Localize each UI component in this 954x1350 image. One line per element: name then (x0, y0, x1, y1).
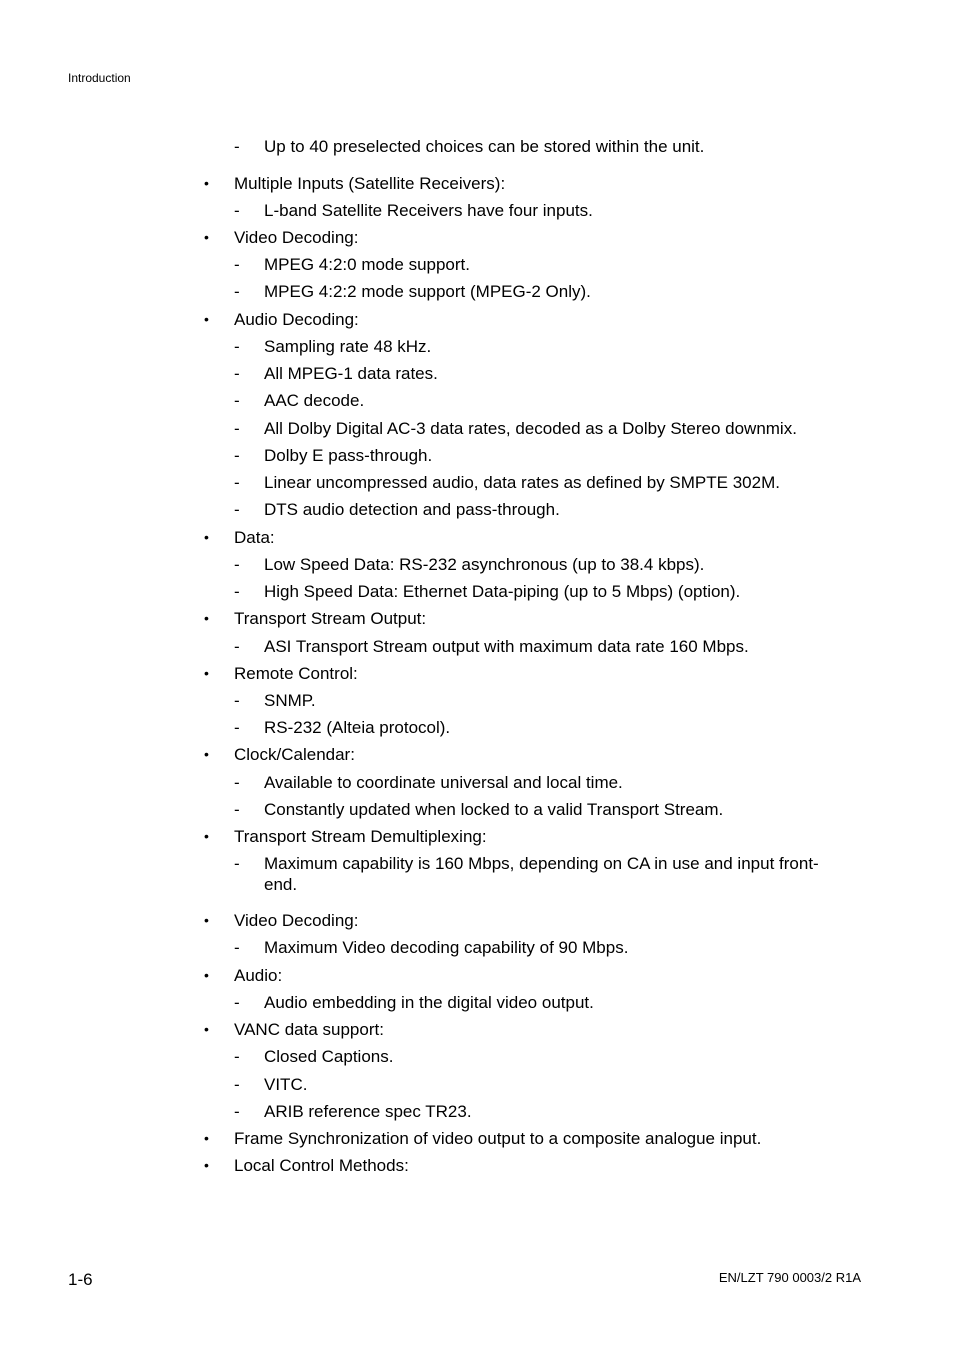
bullet-marker: • (204, 967, 209, 983)
dash-marker: - (234, 854, 240, 873)
list-subitem-text: High Speed Data: Ethernet Data-piping (up to 5 Mbps) (option). (264, 582, 741, 601)
bullet-marker: • (204, 1130, 209, 1146)
dash-marker: - (234, 137, 240, 156)
dash-marker: - (234, 691, 240, 710)
list-subitem-text: AAC decode. (264, 391, 365, 410)
dash-marker: - (234, 1047, 240, 1066)
dash-marker: - (234, 201, 240, 220)
bullet-marker: • (204, 1157, 209, 1173)
dash-marker: - (234, 500, 240, 519)
bullet-marker: • (204, 746, 209, 762)
list-subitem-text: VITC. (264, 1075, 308, 1094)
dash-marker: - (234, 337, 240, 356)
bullet-marker: • (204, 610, 209, 626)
dash-marker: - (234, 255, 240, 274)
list-subitem-text: Constantly updated when locked to a valid Transport Stream. (264, 800, 724, 819)
list-subitem-text: Low Speed Data: RS-232 asynchronous (up to 38.4 kbps). (264, 555, 705, 574)
list-subitem-text: DTS audio detection and pass-through. (264, 500, 560, 519)
list-subitem-text: Linear uncompressed audio, data rates as defined by SMPTE 302M. (264, 473, 780, 492)
list-item-text: Transport Stream Output: (234, 609, 427, 628)
dash-marker: - (234, 800, 240, 819)
list-subitem-text: SNMP. (264, 691, 316, 710)
list-subitem-text: Audio embedding in the digital video output. (264, 993, 594, 1012)
list-subitem-text: Up to 40 preselected choices can be stored within the unit. (264, 137, 705, 156)
page-number: 1-6 (68, 1270, 93, 1289)
dash-marker: - (234, 364, 240, 383)
list-subitem-text: ASI Transport Stream output with maximum data rate 160 Mbps. (264, 637, 749, 656)
list-subitem-text: L-band Satellite Receivers have four inputs. (264, 201, 593, 220)
list-item-text: Video Decoding: (234, 911, 359, 930)
list-item-text: Audio: (234, 966, 283, 985)
bullet-marker: • (204, 529, 209, 545)
dash-marker: - (234, 582, 240, 601)
dash-marker: - (234, 773, 240, 792)
bullet-marker: • (204, 311, 209, 327)
list-subitem-text: ARIB reference spec TR23. (264, 1102, 472, 1121)
list-item-text: Remote Control: (234, 664, 358, 683)
list-item-text: Frame Synchronization of video output to a composite analogue input. (234, 1129, 762, 1148)
dash-marker: - (234, 1075, 240, 1094)
list-subitem-text: Maximum capability is 160 Mbps, depending on CA in use and input front-end. (264, 854, 819, 894)
list-item-text: Data: (234, 528, 275, 547)
bullet-marker: • (204, 828, 209, 844)
list-item-text: Video Decoding: (234, 228, 359, 247)
list-subitem-text: All MPEG-1 data rates. (264, 364, 438, 383)
document-reference: EN/LZT 790 0003/2 R1A (718, 1270, 861, 1285)
dash-marker: - (234, 718, 240, 737)
list-subitem-text: RS-232 (Alteia protocol). (264, 718, 451, 737)
list-subitem-text: Sampling rate 48 kHz. (264, 337, 432, 356)
list-subitem-text: Closed Captions. (264, 1047, 394, 1066)
list-subitem-text: MPEG 4:2:2 mode support (MPEG-2 Only). (264, 282, 591, 301)
list-item-text: VANC data support: (234, 1020, 384, 1039)
bullet-marker: • (204, 1021, 209, 1037)
list-item-text: Multiple Inputs (Satellite Receivers): (234, 174, 506, 193)
dash-marker: - (234, 637, 240, 656)
list-subitem-text: Maximum Video decoding capability of 90 Mbps. (264, 938, 629, 957)
dash-marker: - (234, 419, 240, 438)
list-subitem-text: MPEG 4:2:0 mode support. (264, 255, 470, 274)
list-item-text: Clock/Calendar: (234, 745, 355, 764)
dash-marker: - (234, 938, 240, 957)
bullet-marker: • (204, 912, 209, 928)
dash-marker: - (234, 282, 240, 301)
bullet-marker: • (204, 665, 209, 681)
dash-marker: - (234, 473, 240, 492)
bullet-marker: • (204, 175, 209, 191)
list-subitem-text: All Dolby Digital AC-3 data rates, decoded as a Dolby Stereo downmix. (264, 419, 797, 438)
list-subitem-text: Available to coordinate universal and local time. (264, 773, 623, 792)
list-item-text: Transport Stream Demultiplexing: (234, 827, 487, 846)
list-item-text: Audio Decoding: (234, 310, 359, 329)
bullet-marker: • (204, 229, 209, 245)
dash-marker: - (234, 446, 240, 465)
dash-marker: - (234, 993, 240, 1012)
dash-marker: - (234, 1102, 240, 1121)
list-subitem-text: Dolby E pass-through. (264, 446, 433, 465)
dash-marker: - (234, 555, 240, 574)
dash-marker: - (234, 391, 240, 410)
list-item-text: Local Control Methods: (234, 1156, 409, 1175)
running-header: Introduction (68, 71, 131, 85)
